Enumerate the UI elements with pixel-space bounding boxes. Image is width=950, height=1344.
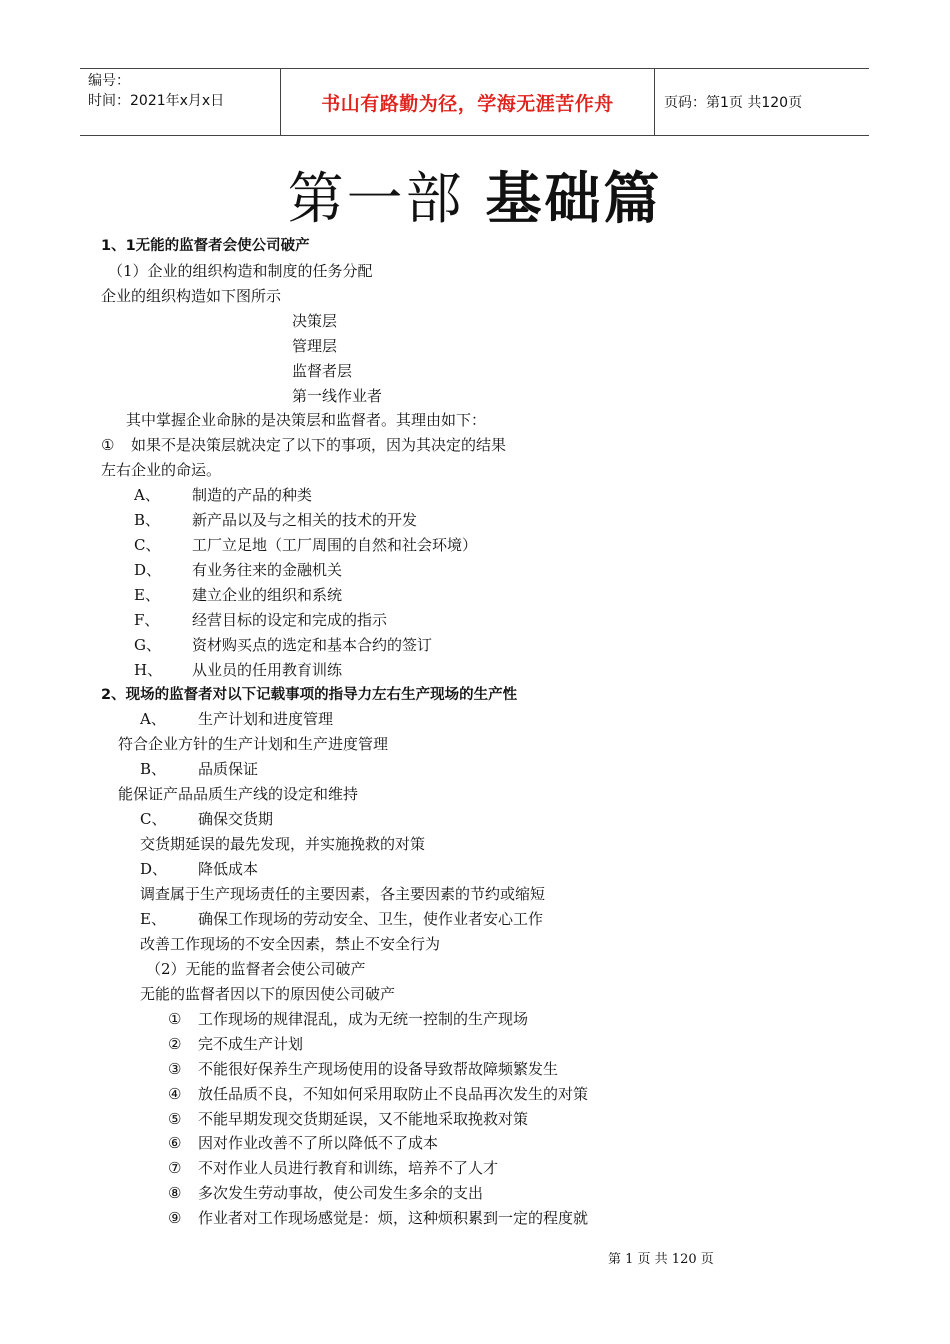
item-text: 资材购买点的选定和基本合约的签订	[192, 636, 433, 654]
org-level: 监督者层	[292, 362, 353, 380]
item-text: 制造的产品的种类	[192, 486, 313, 504]
reason-text: 作业者对工作现场感觉是：烦，这种烦积累到一定的程度就	[198, 1209, 589, 1227]
page-info: 页码：第1页 共120页	[664, 95, 803, 111]
sub-item	[140, 709, 333, 729]
header-motto-cell	[281, 69, 655, 135]
org-level: 决策层	[292, 312, 338, 330]
list-item	[134, 660, 342, 680]
item-description: 符合企业方针的生产计划和生产进度管理	[118, 735, 389, 753]
item-description: 调查属于生产现场责任的主要因素，各主要因素的节约或缩短	[140, 885, 546, 903]
sub-item	[140, 759, 258, 779]
item-marker: A、	[140, 710, 166, 728]
title-part1: 第一部	[287, 167, 465, 232]
item-text: 有业务往来的金融机关	[192, 561, 343, 579]
reason-text: 多次发生劳动事故，使公司发生多余的支出	[198, 1184, 484, 1202]
sub-item	[140, 809, 273, 829]
item-marker: D、	[134, 561, 162, 579]
reason-item	[168, 1059, 558, 1079]
item-marker: E、	[134, 586, 160, 604]
header-page-cell	[655, 69, 869, 135]
reason-item	[168, 1009, 528, 1029]
section2-subheading: （2）无能的监督者会使公司破产	[146, 960, 366, 978]
item-marker: H、	[134, 661, 163, 679]
section1-subheading: （1）企业的组织构造和制度的任务分配	[108, 262, 373, 280]
page-title	[0, 160, 950, 240]
section1-heading: 1、1无能的监督者会使公司破产	[101, 238, 310, 254]
reason-text: 因对作业改善不了所以降低不了成本	[198, 1134, 439, 1152]
item-marker: A、	[134, 486, 160, 504]
item-marker: G、	[134, 636, 161, 654]
list-item	[134, 585, 342, 605]
org-summary: 其中掌握企业命脉的是决策层和监督者。其理由如下：	[126, 411, 487, 429]
list-item	[134, 560, 342, 580]
point-line	[101, 435, 506, 455]
point-continuation: 左右企业的命运。	[101, 461, 222, 479]
org-level: 管理层	[292, 337, 338, 355]
reason-marker: ⑧	[168, 1184, 182, 1202]
org-intro: 企业的组织构造如下图所示	[101, 287, 282, 305]
reason-item	[168, 1183, 483, 1203]
reason-item	[168, 1109, 528, 1129]
item-marker: C、	[140, 810, 167, 828]
sub-item	[140, 859, 258, 879]
reason-item	[168, 1158, 498, 1178]
reason-text: 放任品质不良，不知如何采用取防止不良品再次发生的对策	[198, 1085, 589, 1103]
reason-item	[168, 1208, 588, 1228]
reason-marker: ⑤	[168, 1110, 182, 1128]
list-item	[134, 610, 387, 630]
title-part2: 基础篇	[485, 167, 663, 232]
page-header	[80, 68, 869, 136]
item-text: 工厂立足地（工厂周围的自然和社会环境）	[192, 536, 478, 554]
point-marker: ①	[101, 436, 115, 454]
motto: 书山有路勤为径，学海无涯苦作舟	[321, 92, 614, 115]
reason-text: 完不成生产计划	[198, 1035, 304, 1053]
reason-marker: ①	[168, 1010, 182, 1028]
reason-item	[168, 1133, 438, 1153]
time-label: 时间：2021年x月x日	[88, 93, 225, 109]
item-title: 确保交货期	[198, 810, 274, 828]
item-text: 新产品以及与之相关的技术的开发	[192, 511, 418, 529]
reason-text: 不能早期发现交货期延误，又不能地采取挽救对策	[198, 1110, 529, 1128]
item-marker: D、	[140, 860, 168, 878]
item-title: 生产计划和进度管理	[198, 710, 334, 728]
org-level: 第一线作业者	[292, 387, 383, 405]
reason-text: 不能很好保养生产现场使用的设备导致帮故障频繁发生	[198, 1060, 559, 1078]
reason-marker: ④	[168, 1085, 182, 1103]
list-item	[134, 635, 432, 655]
item-text: 建立企业的组织和系统	[192, 586, 343, 604]
item-description: 能保证产品品质生产线的设定和维持	[118, 785, 359, 803]
item-title: 确保工作现场的劳动安全、卫生，使作业者安心工作	[198, 910, 544, 928]
reason-marker: ②	[168, 1035, 182, 1053]
sub-item	[140, 909, 543, 929]
section2-heading: 2、现场的监督者对以下记载事项的指导力左右生产现场的生产性	[101, 687, 518, 703]
item-description: 改善工作现场的不安全因素，禁止不安全行为	[140, 935, 441, 953]
reason-marker: ③	[168, 1060, 182, 1078]
reason-text: 工作现场的规律混乱，成为无统一控制的生产现场	[198, 1010, 529, 1028]
number-label: 编号：	[88, 73, 130, 89]
item-text: 经营目标的设定和完成的指示	[192, 611, 388, 629]
reason-marker: ⑦	[168, 1159, 182, 1177]
reason-marker: ⑨	[168, 1209, 182, 1227]
item-marker: F、	[134, 611, 160, 629]
list-item	[134, 510, 417, 530]
reason-text: 不对作业人员进行教育和训练，培养不了人才	[198, 1159, 499, 1177]
reason-marker: ⑥	[168, 1134, 182, 1152]
item-marker: C、	[134, 536, 161, 554]
header-meta-cell	[80, 69, 281, 135]
list-item	[134, 485, 312, 505]
point-text: 如果不是决策层就决定了以下的事项，因为其决定的结果	[131, 436, 507, 454]
item-title: 降低成本	[198, 860, 259, 878]
item-marker: B、	[140, 760, 167, 778]
list-item	[134, 535, 477, 555]
item-text: 从业员的任用教育训练	[192, 661, 343, 679]
item-title: 品质保证	[198, 760, 259, 778]
reason-item	[168, 1034, 303, 1054]
reason-item	[168, 1084, 588, 1104]
reason-intro: 无能的监督者因以下的原因使公司破产	[140, 985, 396, 1003]
item-marker: B、	[134, 511, 161, 529]
item-description: 交货期延误的最先发现，并实施挽救的对策	[140, 835, 426, 853]
page-footer: 第 1 页 共 120 页	[608, 1252, 714, 1267]
item-marker: E、	[140, 910, 166, 928]
